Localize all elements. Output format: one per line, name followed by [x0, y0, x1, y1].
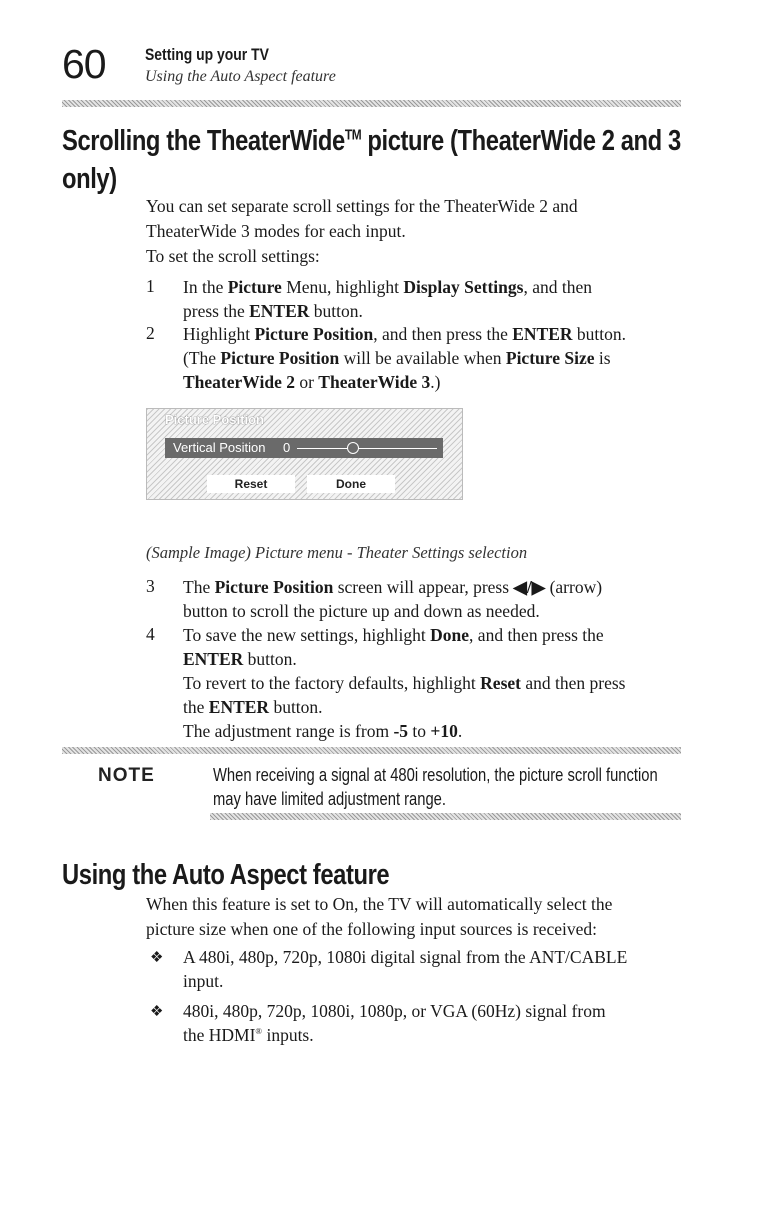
note-divider-bottom: [210, 813, 681, 820]
intro-text: You can set separate scroll settings for the TheaterWide 2 and: [146, 196, 578, 216]
menu-title: Picture Position: [165, 412, 264, 427]
note-text: may have limited adjustment range.: [213, 789, 447, 809]
note-text: When receiving a signal at 480i resolution, the picture scroll function: [213, 765, 658, 785]
list-item: A 480i, 480p, 720p, 1080i digital signal from the ANT/CABLE: [183, 947, 628, 967]
step-number: 4: [146, 624, 155, 644]
step-number: 3: [146, 576, 155, 596]
running-header-subtitle: Using the Auto Aspect feature: [145, 68, 336, 85]
section-heading-auto-aspect: Using the Auto Aspect feature: [62, 859, 390, 891]
step-text: ENTER button.: [183, 649, 297, 669]
slider-track: [297, 448, 437, 449]
step-text: In the Picture Menu, highlight Display Settings, and then: [183, 277, 592, 297]
step-text: Highlight Picture Position, and then press the ENTER button.: [183, 324, 627, 344]
arrow-icon: ◀/▶: [513, 577, 546, 597]
intro-text: TheaterWide 3 modes for each input.: [146, 221, 406, 241]
step-number: 2: [146, 323, 155, 343]
picture-position-menu-sample: [146, 408, 463, 500]
step-text: To save the new settings, highlight Done, and then press the: [183, 625, 604, 645]
intro-text: To set the scroll settings:: [146, 246, 320, 266]
image-caption: (Sample Image) Picture menu - Theater Settings selection: [146, 543, 528, 562]
step-text: button to scroll the picture up and down as needed.: [183, 601, 540, 621]
note-label: NOTE: [98, 765, 155, 786]
step-text: press the ENTER button.: [183, 301, 363, 321]
header-divider: [62, 100, 681, 107]
done-button: Done: [307, 475, 395, 493]
section-heading-scrolling-cont: only): [62, 163, 117, 195]
intro-text: When this feature is set to On, the TV will automatically select the: [146, 894, 613, 914]
step-text: the ENTER button.: [183, 697, 323, 717]
running-header-title: Setting up your TV: [145, 45, 269, 64]
step-text: To revert to the factory defaults, highlight Reset and then press: [183, 673, 626, 693]
list-item: input.: [183, 971, 224, 991]
step-number: 1: [146, 276, 155, 296]
step-text: The Picture Position screen will appear, press ◀/▶ (arrow): [183, 577, 603, 597]
slider-knob: [347, 442, 359, 454]
section-heading-scrolling: Scrolling the TheaterWide™ picture (TheaterWide 2 and 3: [62, 125, 681, 157]
vertical-position-row: [165, 438, 443, 458]
reset-button: Reset: [207, 475, 295, 493]
bullet-icon: ❖: [150, 950, 164, 966]
step-text: TheaterWide 2 or TheaterWide 3.): [183, 372, 441, 392]
vertical-position-label: Vertical Position: [173, 440, 266, 455]
bullet-icon: ❖: [150, 1004, 164, 1020]
intro-text: picture size when one of the following input sources is received:: [146, 919, 597, 939]
step-text: (The Picture Position will be available when Picture Size is: [183, 348, 611, 368]
list-item: 480i, 480p, 720p, 1080i, 1080p, or VGA (60Hz) signal from: [183, 1001, 606, 1021]
step-text: The adjustment range is from -5 to +10.: [183, 721, 463, 741]
vertical-position-value: 0: [283, 440, 291, 455]
note-divider-top: [62, 747, 681, 754]
page-number: 60: [62, 41, 106, 87]
list-item: the HDMI® inputs.: [183, 1025, 314, 1045]
